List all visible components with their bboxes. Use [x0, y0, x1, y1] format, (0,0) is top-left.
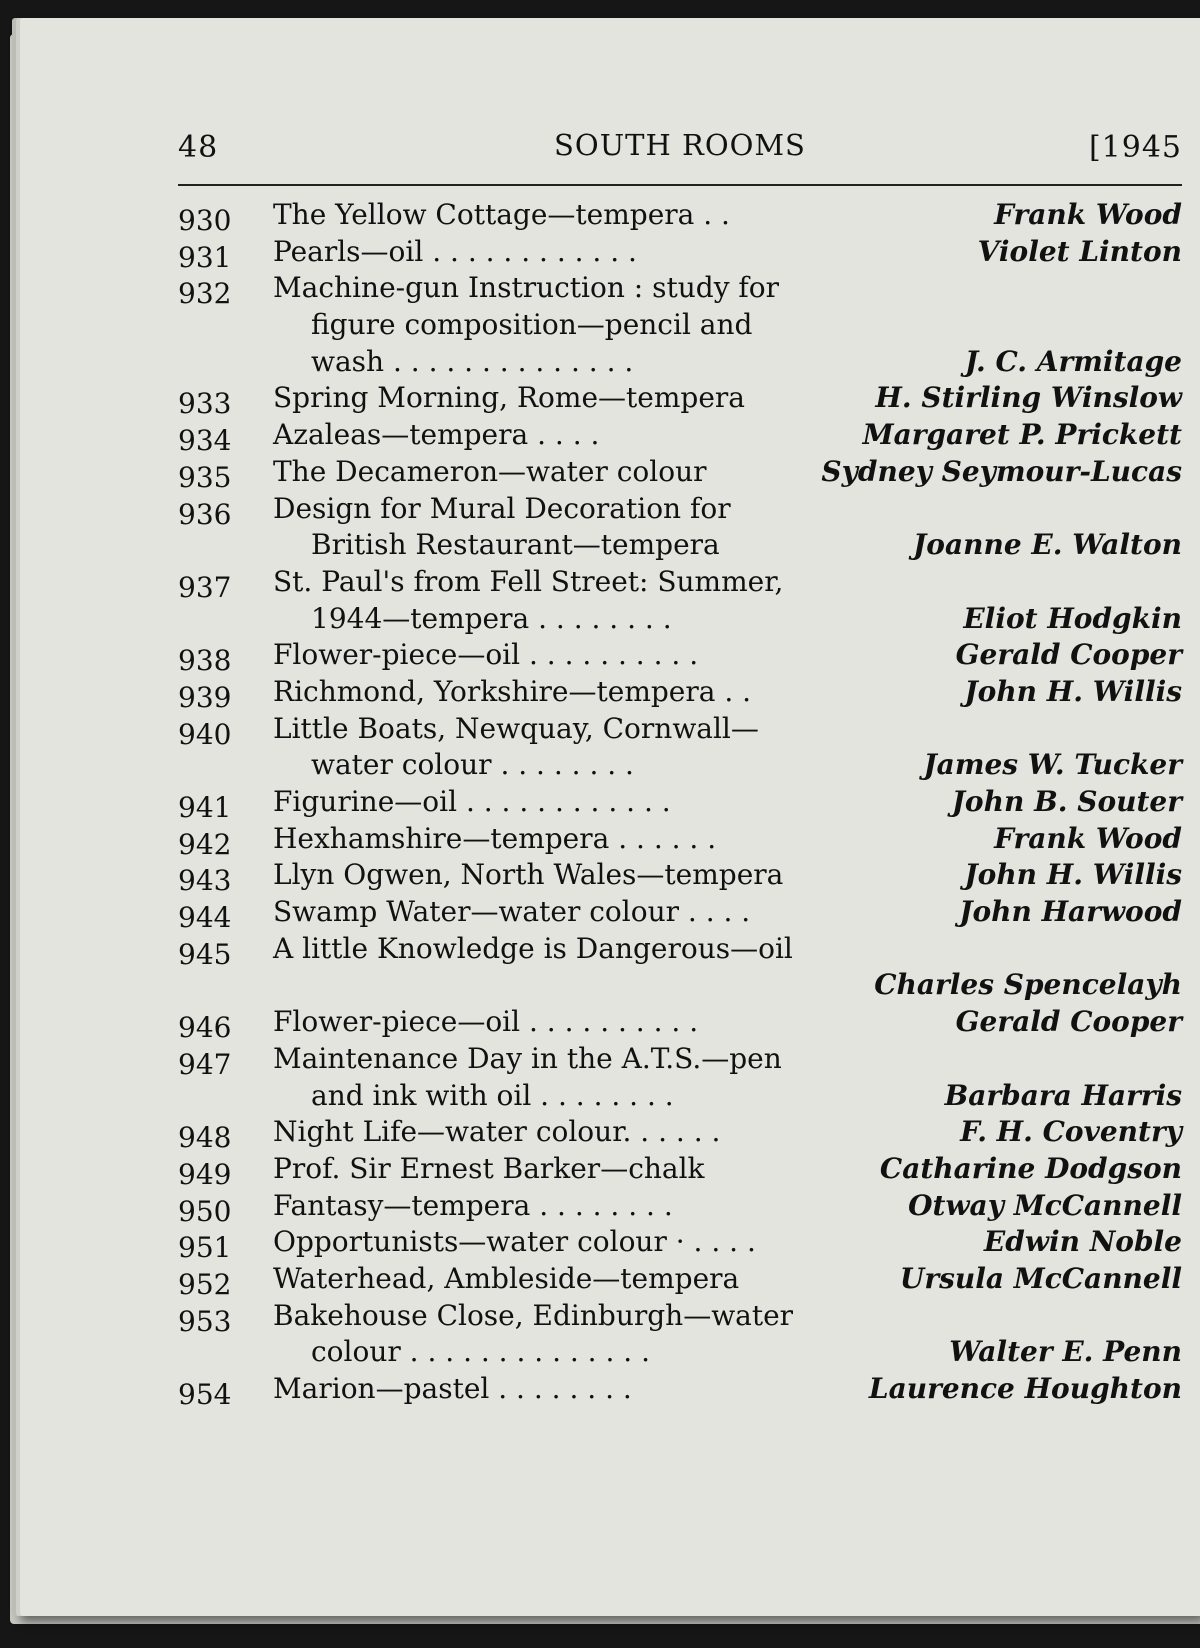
entry-title: Spring Morning, Rome—tempera [273, 381, 745, 415]
entry-title: Flower-piece—oil . . . . . . . . . . [273, 638, 699, 672]
entry-title: Llyn Ogwen, North Wales—tempera [273, 858, 784, 892]
catalogue-entry [178, 271, 1182, 381]
entry-title: Fantasy—tempera . . . . . . . . [273, 1188, 673, 1222]
entry-number: 946 [178, 1011, 232, 1045]
entry-title: 1944—tempera . . . . . . . . [311, 601, 672, 635]
entry-line [178, 1005, 1182, 1045]
catalogue-entry [178, 895, 1182, 935]
entry-title: figure composition—pencil and [311, 308, 753, 342]
entry-title: The Yellow Cottage—tempera . . [273, 198, 730, 231]
entry-title: Swamp Water—water colour . . . . [273, 895, 751, 929]
entry-line [178, 1225, 1182, 1265]
entry-title: and ink with oil . . . . . . . . [311, 1078, 674, 1112]
catalogue-entry [178, 638, 1182, 678]
entry-line [178, 455, 1182, 492]
entry-line [178, 492, 1182, 529]
entry-number: 937 [178, 570, 232, 604]
entry-title: Opportunists—water colour · . . . . [273, 1225, 756, 1259]
catalogue-entry [178, 381, 1182, 421]
entry-title: Marion—pastel . . . . . . . . [273, 1372, 632, 1405]
catalogue-entry [178, 1152, 1182, 1189]
entry-title: colour . . . . . . . . . . . . . . [311, 1335, 650, 1369]
entry-line [178, 822, 1182, 859]
page-number: 48 [178, 130, 219, 165]
entry-line [178, 1042, 1182, 1079]
entry-line [178, 748, 1182, 785]
entry-artist: Sydney Seymour-Lucas [821, 454, 1182, 488]
entry-line [178, 308, 1182, 345]
entry-number: 947 [178, 1047, 232, 1081]
entry-title: Flower-piece—oil . . . . . . . . . . [273, 1005, 699, 1039]
entry-line [178, 1152, 1182, 1189]
entry-line [178, 1372, 1182, 1409]
catalogue-entry [178, 198, 1182, 235]
entry-line [178, 1115, 1182, 1155]
entry-line [178, 235, 1182, 272]
entry-title: St. Paul's from Fell Street: Summer, [273, 564, 784, 598]
catalogue-entry [178, 418, 1182, 458]
entry-artist: Charles Spencelayh [874, 968, 1182, 1002]
catalogue-entry [178, 492, 1182, 565]
catalogue-entry [178, 1005, 1182, 1045]
entry-artist: F. H. Coventry [960, 1115, 1182, 1149]
catalogue-entry [178, 1372, 1182, 1409]
entry-title: Azaleas—tempera . . . . [273, 418, 600, 452]
entry-number: 945 [178, 937, 232, 971]
catalogue-entry [178, 1262, 1182, 1299]
entry-artist: Eliot Hodgkin [963, 601, 1182, 635]
entry-artist: John Harwood [959, 895, 1182, 929]
catalogue-entry [178, 1225, 1182, 1265]
entry-number: 951 [178, 1231, 232, 1265]
entry-line [178, 345, 1182, 382]
entry-title: wash . . . . . . . . . . . . . . [311, 344, 634, 378]
entry-artist: Edwin Noble [983, 1225, 1182, 1259]
entry-number: 943 [178, 864, 232, 898]
entry-title: Figurine—oil . . . . . . . . . . . . [273, 785, 671, 818]
entry-line [178, 565, 1182, 602]
entry-number: 939 [178, 680, 232, 714]
catalogue-entry [178, 785, 1182, 822]
entry-number: 949 [178, 1157, 232, 1191]
entry-artist: Margaret P. Prickett [862, 418, 1182, 452]
entry-line [178, 602, 1182, 639]
entry-artist: Violet Linton [977, 234, 1182, 268]
entry-artist: John H. Willis [964, 858, 1182, 892]
catalogue-entry [178, 1115, 1182, 1155]
entry-number: 940 [178, 717, 232, 751]
entry-number: 942 [178, 827, 232, 861]
entry-title: British Restaurant—tempera [311, 528, 720, 562]
entry-number: 953 [178, 1304, 232, 1338]
entry-line [178, 198, 1182, 235]
entry-number: 934 [178, 424, 232, 458]
entry-artist: Catharine Dodgson [879, 1151, 1182, 1185]
entry-line [178, 1079, 1182, 1116]
page-header [178, 124, 1182, 184]
entry-number: 948 [178, 1121, 232, 1155]
entry-artist: Frank Wood [994, 821, 1182, 855]
catalogue-entry [178, 1299, 1182, 1372]
running-title: SOUTH ROOMS [554, 128, 806, 162]
entry-title: Night Life—water colour. . . . . . [273, 1115, 721, 1149]
catalogue-entry [178, 712, 1182, 785]
entry-number: 941 [178, 791, 232, 824]
entry-number: 954 [178, 1378, 232, 1411]
entry-number: 952 [178, 1267, 232, 1301]
entry-title: Design for Mural Decoration for [273, 491, 731, 525]
entry-title: Waterhead, Ambleside—tempera [273, 1261, 740, 1295]
entry-title: Prof. Sir Ernest Barker—chalk [273, 1151, 705, 1185]
entry-line [178, 675, 1182, 712]
entry-line [178, 968, 1182, 1005]
entry-line [178, 932, 1182, 969]
entry-line [178, 271, 1182, 311]
entry-title: The Decameron—water colour [273, 454, 707, 488]
entry-artist: H. Stirling Winslow [875, 381, 1182, 415]
entry-number: 936 [178, 497, 232, 531]
catalogue-entry [178, 932, 1182, 1005]
entry-number: 950 [178, 1194, 232, 1228]
entry-title: water colour . . . . . . . . [311, 748, 634, 782]
catalogue-entry [178, 1042, 1182, 1115]
entry-artist: Gerald Cooper [955, 638, 1182, 672]
entry-title: Hexhamshire—tempera . . . . . . [273, 821, 717, 855]
entry-number: 938 [178, 644, 232, 678]
catalogue-list [178, 198, 1182, 1409]
entry-artist: Joanne E. Walton [913, 528, 1182, 562]
catalogue-entry [178, 858, 1182, 898]
entry-line [178, 895, 1182, 935]
catalogue-entry [178, 235, 1182, 272]
entry-number: 935 [178, 460, 232, 494]
header-rule [178, 184, 1182, 186]
entry-number: 944 [178, 901, 232, 935]
entry-line [178, 381, 1182, 421]
entry-number: 932 [178, 277, 232, 311]
entry-title: Richmond, Yorkshire—tempera . . [273, 674, 752, 708]
entry-line [178, 1189, 1182, 1226]
entry-title: Little Boats, Newquay, Cornwall— [273, 711, 759, 745]
entry-artist: Gerald Cooper [955, 1005, 1182, 1039]
entry-artist: J. C. Armitage [964, 344, 1182, 378]
entry-line [178, 638, 1182, 678]
catalogue-entry [178, 455, 1182, 492]
entry-line [178, 1262, 1182, 1299]
entry-line [178, 1299, 1182, 1336]
entry-line [178, 528, 1182, 565]
entry-title: Pearls—oil . . . . . . . . . . . . [273, 234, 637, 268]
entry-number: 933 [178, 387, 232, 421]
year-label: [1945 [1088, 130, 1182, 165]
entry-line [178, 1335, 1182, 1372]
entry-artist: Barbara Harris [944, 1078, 1182, 1112]
entry-line [178, 418, 1182, 458]
entry-line [178, 858, 1182, 898]
catalogue-entry [178, 1189, 1182, 1226]
entry-artist: Walter E. Penn [949, 1335, 1182, 1369]
entry-title: A little Knowledge is Dangerous—oil [273, 931, 793, 965]
entry-title: Bakehouse Close, Edinburgh—water [273, 1298, 794, 1332]
entry-artist: Otway McCannell [908, 1188, 1182, 1222]
entry-line [178, 785, 1182, 822]
entry-artist: John H. Willis [964, 674, 1182, 708]
catalogue-entry [178, 822, 1182, 859]
entry-title: Machine-gun Instruction : study for [273, 271, 780, 305]
entry-title: Maintenance Day in the A.T.S.—pen [273, 1041, 782, 1075]
entry-line [178, 712, 1182, 749]
entry-artist: John B. Souter [951, 785, 1182, 818]
entry-artist: Ursula McCannell [899, 1261, 1182, 1295]
entry-number: 930 [178, 204, 232, 237]
entry-artist: Laurence Houghton [868, 1372, 1182, 1405]
catalogue-entry [178, 565, 1182, 638]
entry-artist: Frank Wood [994, 198, 1182, 231]
entry-number: 931 [178, 240, 232, 274]
catalogue-entry [178, 675, 1182, 712]
entry-artist: James W. Tucker [923, 748, 1182, 782]
